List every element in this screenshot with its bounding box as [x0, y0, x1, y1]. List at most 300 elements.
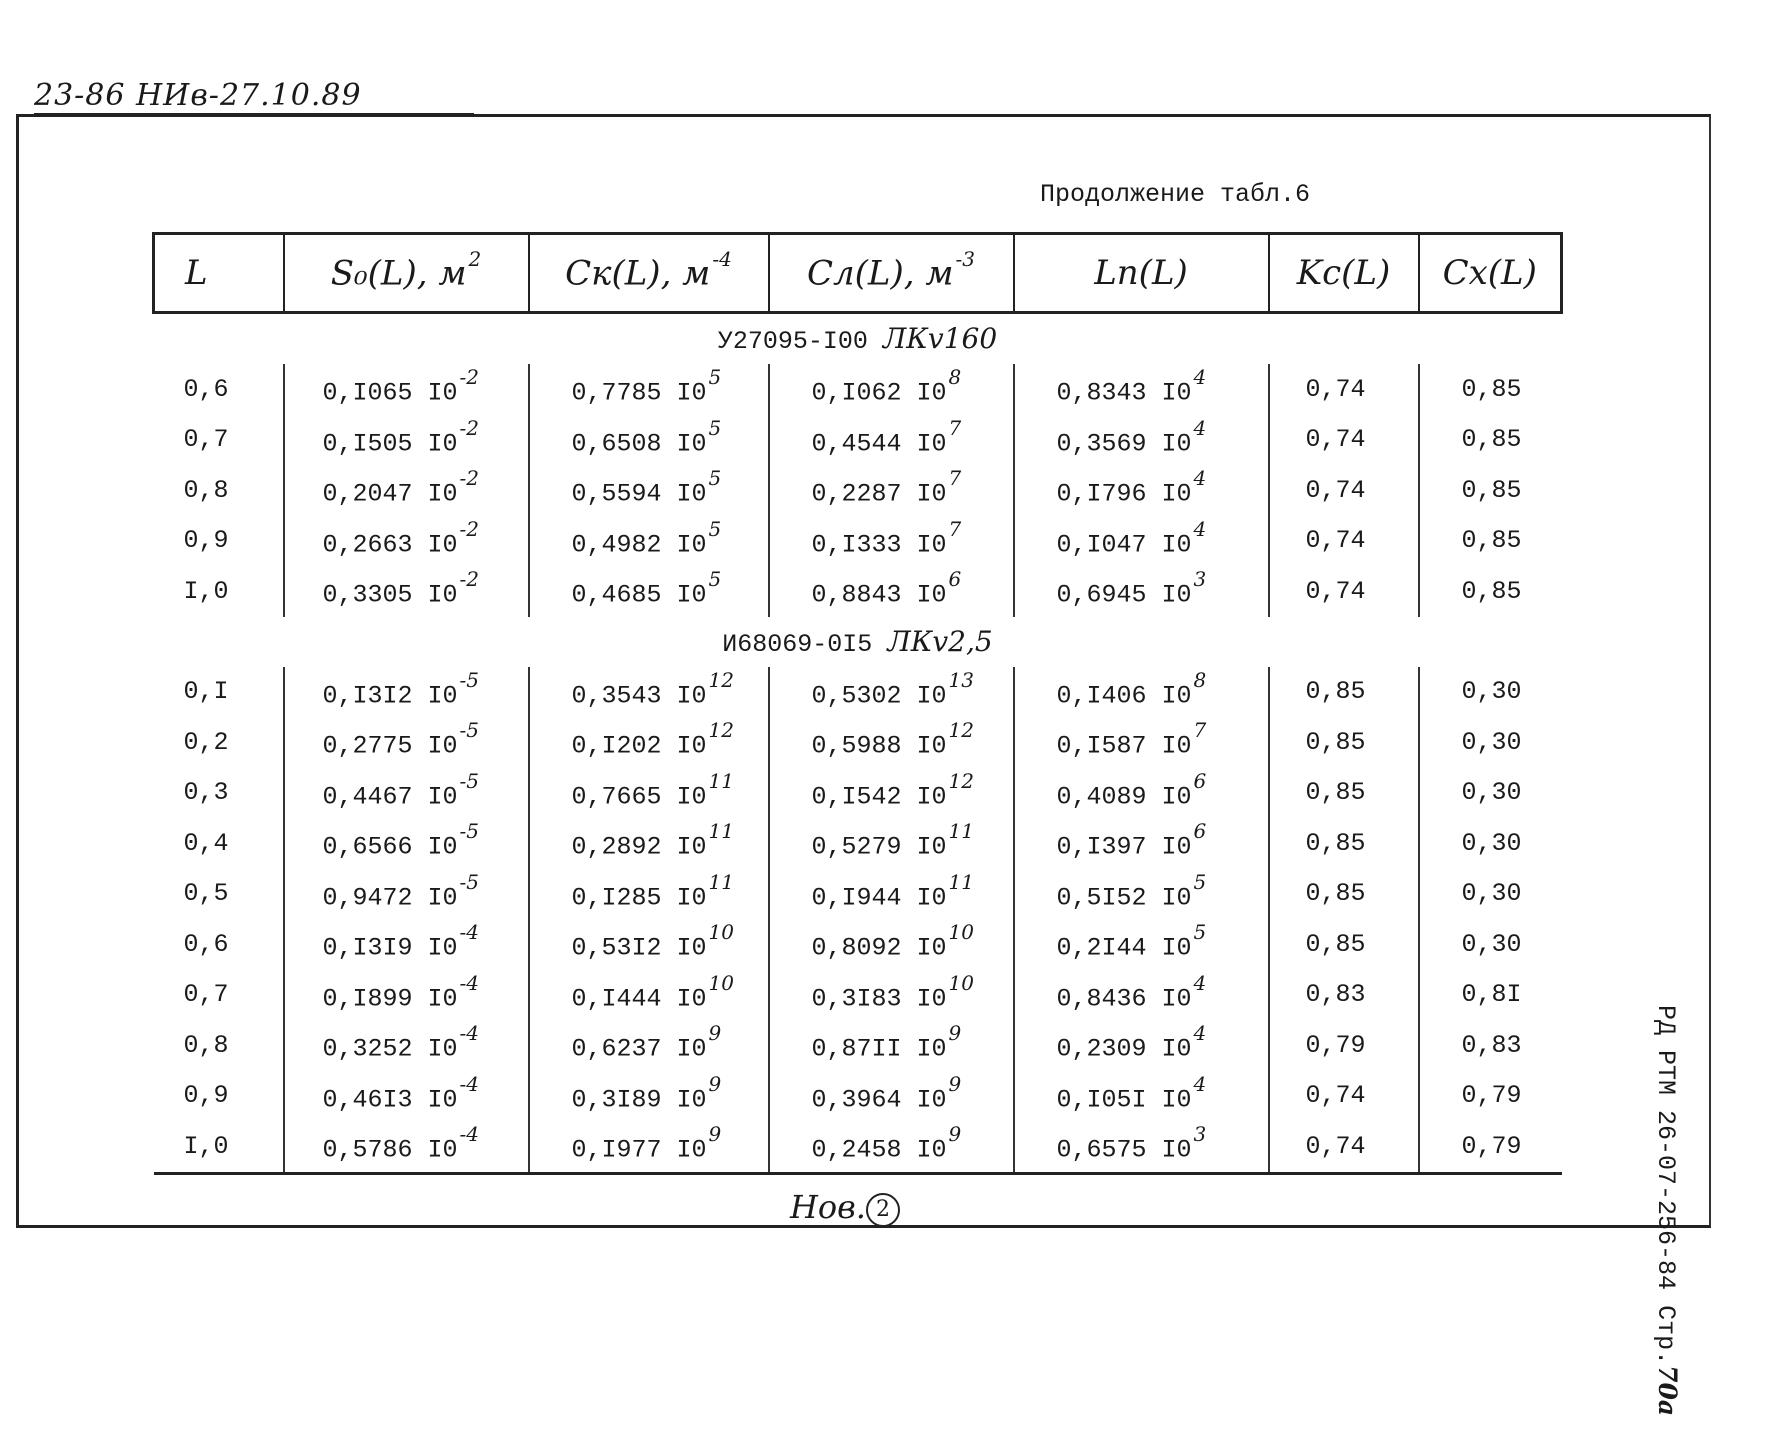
cell-cx-value: 0,30	[1461, 677, 1522, 707]
cell-l	[154, 768, 284, 819]
cell-cx	[1419, 516, 1562, 567]
cell-cl	[769, 869, 1014, 920]
cell-l	[154, 465, 284, 516]
cell-lp	[1014, 1020, 1269, 1071]
cell-s0	[284, 415, 529, 466]
cell-cl	[769, 415, 1014, 466]
cell-s0-value: 0,9472 I0	[322, 882, 458, 912]
cell-lp	[1014, 364, 1269, 415]
column-header-label: Cк(L), м	[565, 253, 711, 294]
cell-cx	[1419, 465, 1562, 516]
cell-kc-value: 0,85	[1305, 879, 1366, 909]
column-header-exponent: -3	[955, 246, 976, 271]
group-header-row	[154, 617, 1562, 667]
cell-cl	[769, 667, 1014, 718]
cell-l-value: 0,7	[183, 980, 229, 1010]
cell-lp	[1014, 919, 1269, 970]
cell-lp-value: 0,I406 I0	[1056, 680, 1192, 710]
cell-kc-value: 0,74	[1305, 1081, 1366, 1111]
cell-l	[154, 869, 284, 920]
cell-kc	[1269, 516, 1419, 567]
cell-l	[154, 919, 284, 970]
cell-s0-exponent: -2	[459, 415, 480, 440]
cell-lp-exponent: 7	[1193, 718, 1207, 743]
cell-kc-value: 0,74	[1305, 475, 1366, 505]
cell-kc	[1269, 1020, 1419, 1071]
cell-ck-value: 0,4982 I0	[571, 529, 707, 559]
cell-ck	[529, 919, 769, 970]
cell-cl	[769, 717, 1014, 768]
cell-kc	[1269, 768, 1419, 819]
cell-ck-value: 0,6508 I0	[571, 428, 707, 458]
cell-cl	[769, 768, 1014, 819]
cell-lp-exponent: 4	[1193, 415, 1207, 440]
cell-s0	[284, 364, 529, 415]
cell-s0-value: 0,46I3 I0	[322, 1084, 458, 1114]
continuation-title: Продолжение табл.6	[1040, 180, 1311, 209]
cell-kc-value: 0,74	[1305, 526, 1366, 556]
cell-l-value: 0,I	[183, 677, 229, 707]
cell-ck	[529, 717, 769, 768]
cell-ck	[529, 1071, 769, 1122]
column-header-label: Cx(L)	[1442, 253, 1537, 293]
cell-s0-exponent: -4	[459, 1071, 480, 1096]
cell-s0-value: 0,I505 I0	[322, 428, 458, 458]
cell-s0-exponent: -5	[459, 768, 480, 793]
cell-cl-value: 0,8092 I0	[811, 933, 947, 963]
cell-ck	[529, 465, 769, 516]
table-row	[154, 1071, 1562, 1122]
group-code: У27095-I00	[717, 327, 868, 356]
cell-kc-value: 0,74	[1305, 425, 1366, 455]
cell-l-value: 0,8	[183, 1030, 229, 1060]
column-header-label: Kc(L)	[1296, 253, 1391, 293]
cell-cl-exponent: 7	[948, 516, 962, 541]
table-body	[154, 313, 1562, 1174]
cell-cl-exponent: 9	[948, 1122, 962, 1147]
cell-s0-value: 0,I065 I0	[322, 378, 458, 408]
cell-lp-value: 0,5I52 I0	[1056, 882, 1192, 912]
column-header-4	[1014, 234, 1269, 313]
table-row	[154, 1121, 1562, 1173]
cell-cl	[769, 970, 1014, 1021]
table-row	[154, 970, 1562, 1021]
cell-ck-value: 0,I444 I0	[571, 983, 707, 1013]
cell-l-value: I,0	[183, 576, 229, 606]
cell-s0	[284, 869, 529, 920]
side-reference-page-label: Стр.	[1651, 1305, 1680, 1366]
cell-kc	[1269, 1121, 1419, 1173]
cell-s0-value: 0,3305 I0	[322, 580, 458, 610]
cell-s0-exponent: -5	[459, 667, 480, 692]
cell-l-value: 0,3	[183, 778, 229, 808]
cell-kc	[1269, 465, 1419, 516]
cell-lp-exponent: 4	[1193, 970, 1207, 995]
cell-l-value: 0,7	[183, 425, 229, 455]
cell-cl-value: 0,I062 I0	[811, 378, 947, 408]
cell-cl-exponent: 7	[948, 415, 962, 440]
side-reference-page-number: 70a	[1653, 1365, 1682, 1417]
side-reference-doc: РД РТМ 26-07-256-84	[1651, 1005, 1680, 1291]
cell-l	[154, 970, 284, 1021]
cell-s0-exponent: -4	[459, 970, 480, 995]
column-header-label: L	[185, 253, 208, 293]
cell-lp-value: 0,I05I I0	[1056, 1084, 1192, 1114]
cell-lp-value: 0,I587 I0	[1056, 731, 1192, 761]
cell-cl-exponent: 12	[948, 718, 974, 743]
revision-number-circle: 2	[866, 1193, 900, 1227]
table-row	[154, 717, 1562, 768]
cell-lp-value: 0,6945 I0	[1056, 580, 1192, 610]
revision-stamp	[790, 1188, 900, 1227]
cell-ck	[529, 566, 769, 617]
cell-ck-value: 0,3543 I0	[571, 680, 707, 710]
cell-cl-exponent: 6	[948, 567, 962, 592]
cell-s0-value: 0,3252 I0	[322, 1034, 458, 1064]
cell-ck-value: 0,I202 I0	[571, 731, 707, 761]
cell-kc-value: 0,74	[1305, 1131, 1366, 1161]
cell-s0	[284, 566, 529, 617]
cell-cl-value: 0,5279 I0	[811, 832, 947, 862]
table-row	[154, 566, 1562, 617]
cell-kc-value: 0,83	[1305, 980, 1366, 1010]
cell-cl-value: 0,87II I0	[811, 1034, 947, 1064]
cell-cl-exponent: 10	[948, 970, 974, 995]
cell-cx	[1419, 1121, 1562, 1173]
cell-cl-value: 0,8843 I0	[811, 580, 947, 610]
cell-ck-exponent: 10	[708, 920, 734, 945]
cell-lp-value: 0,I047 I0	[1056, 529, 1192, 559]
cell-l	[154, 566, 284, 617]
cell-lp-value: 0,3569 I0	[1056, 428, 1192, 458]
cell-s0-exponent: -2	[459, 567, 480, 592]
cell-l-value: 0,2	[183, 727, 229, 757]
cell-s0	[284, 768, 529, 819]
cell-kc	[1269, 970, 1419, 1021]
cell-s0-value: 0,I3I9 I0	[322, 933, 458, 963]
side-reference	[1648, 1005, 1682, 1445]
cell-cl	[769, 818, 1014, 869]
cell-ck-value: 0,3I89 I0	[571, 1084, 707, 1114]
cell-s0	[284, 516, 529, 567]
cell-ck	[529, 768, 769, 819]
cell-lp	[1014, 465, 1269, 516]
cell-s0-exponent: -4	[459, 1122, 480, 1147]
cell-kc	[1269, 415, 1419, 466]
cell-kc-value: 0,85	[1305, 828, 1366, 858]
cell-cx	[1419, 919, 1562, 970]
cell-l	[154, 667, 284, 718]
cell-cl-value: 0,3964 I0	[811, 1084, 947, 1114]
table-row	[154, 667, 1562, 718]
cell-ck-exponent: 12	[708, 667, 734, 692]
table-row	[154, 415, 1562, 466]
cell-cl-exponent: 12	[948, 768, 974, 793]
cell-lp-exponent: 5	[1193, 869, 1207, 894]
cell-s0-exponent: -2	[459, 466, 480, 491]
cell-cl	[769, 1071, 1014, 1122]
cell-ck-exponent: 5	[708, 516, 722, 541]
cell-cl-value: 0,2287 I0	[811, 479, 947, 509]
table-row	[154, 1020, 1562, 1071]
cell-kc	[1269, 364, 1419, 415]
cell-ck-exponent: 9	[708, 1071, 722, 1096]
cell-s0-value: 0,2047 I0	[322, 479, 458, 509]
cell-s0-value: 0,I899 I0	[322, 983, 458, 1013]
cell-l	[154, 364, 284, 415]
data-table	[152, 232, 1563, 1175]
group-header-row	[154, 313, 1562, 365]
column-header-3	[769, 234, 1014, 313]
cell-cx-value: 0,30	[1461, 929, 1522, 959]
cell-s0	[284, 970, 529, 1021]
cell-cl-value: 0,I333 I0	[811, 529, 947, 559]
cell-cx	[1419, 768, 1562, 819]
group-header-cell	[154, 617, 1562, 667]
cell-cx	[1419, 667, 1562, 718]
group-handwritten-label: ЛКv160	[882, 322, 998, 355]
cell-s0	[284, 818, 529, 869]
cell-kc-value: 0,79	[1305, 1030, 1366, 1060]
cell-lp-value: 0,I796 I0	[1056, 479, 1192, 509]
cell-l	[154, 1121, 284, 1173]
cell-s0-exponent: -4	[459, 920, 480, 945]
cell-cx-value: 0,30	[1461, 778, 1522, 808]
cell-cl-exponent: 9	[948, 1071, 962, 1096]
cell-lp-value: 0,6575 I0	[1056, 1135, 1192, 1165]
cell-kc-value: 0,85	[1305, 727, 1366, 757]
cell-lp	[1014, 415, 1269, 466]
cell-ck-exponent: 10	[708, 970, 734, 995]
cell-ck-value: 0,4685 I0	[571, 580, 707, 610]
cell-l	[154, 516, 284, 567]
cell-cx-value: 0,85	[1461, 475, 1522, 505]
cell-l	[154, 1020, 284, 1071]
cell-l	[154, 818, 284, 869]
cell-lp	[1014, 566, 1269, 617]
cell-cx-value: 0,85	[1461, 374, 1522, 404]
cell-lp-value: 0,4089 I0	[1056, 781, 1192, 811]
cell-kc-value: 0,85	[1305, 677, 1366, 707]
cell-ck-exponent: 12	[708, 718, 734, 743]
column-header-label: S₀(L), м	[330, 253, 467, 294]
cell-lp	[1014, 818, 1269, 869]
cell-lp	[1014, 717, 1269, 768]
revision-stamp-text: Нов.	[790, 1188, 866, 1226]
cell-cl-value: 0,5988 I0	[811, 731, 947, 761]
cell-ck-exponent: 5	[708, 365, 722, 390]
cell-ck	[529, 1121, 769, 1173]
cell-lp	[1014, 1121, 1269, 1173]
cell-lp	[1014, 516, 1269, 567]
cell-cl	[769, 919, 1014, 970]
cell-lp	[1014, 970, 1269, 1021]
column-header-6	[1419, 234, 1562, 313]
cell-kc	[1269, 1071, 1419, 1122]
cell-lp-exponent: 8	[1193, 667, 1207, 692]
cell-cx-value: 0,8I	[1461, 980, 1522, 1010]
group-code: И68069-0I5	[722, 629, 873, 659]
column-header-label: Lп(L)	[1094, 253, 1188, 293]
cell-kc	[1269, 919, 1419, 970]
cell-ck-value: 0,I977 I0	[571, 1135, 707, 1165]
cell-l-value: 0,5	[183, 879, 229, 909]
cell-lp-exponent: 6	[1193, 768, 1207, 793]
cell-cx	[1419, 364, 1562, 415]
cell-ck-value: 0,7665 I0	[571, 781, 707, 811]
cell-l-value: 0,8	[183, 475, 229, 505]
cell-lp-exponent: 5	[1193, 920, 1207, 945]
cell-s0-value: 0,4467 I0	[322, 781, 458, 811]
cell-ck	[529, 415, 769, 466]
cell-cl	[769, 516, 1014, 567]
cell-cx-value: 0,83	[1461, 1030, 1522, 1060]
cell-cl	[769, 465, 1014, 516]
cell-lp	[1014, 667, 1269, 718]
cell-cl-exponent: 11	[948, 869, 974, 894]
cell-l-value: 0,9	[183, 1081, 229, 1111]
cell-cx-value: 0,85	[1461, 526, 1522, 556]
cell-lp	[1014, 1071, 1269, 1122]
cell-l-value: 0,4	[183, 828, 229, 858]
column-header-2	[529, 234, 769, 313]
cell-l-value: 0,6	[183, 929, 229, 959]
cell-lp	[1014, 869, 1269, 920]
cell-cx	[1419, 869, 1562, 920]
cell-lp-exponent: 6	[1193, 819, 1207, 844]
cell-s0	[284, 1020, 529, 1071]
cell-cx-value: 0,30	[1461, 727, 1522, 757]
cell-cx-value: 0,30	[1461, 828, 1522, 858]
cell-kc	[1269, 667, 1419, 718]
cell-ck-exponent: 5	[708, 567, 722, 592]
cell-cl-value: 0,I944 I0	[811, 882, 947, 912]
cell-kc	[1269, 717, 1419, 768]
column-header-1	[284, 234, 529, 313]
cell-cl-exponent: 13	[948, 667, 974, 692]
cell-lp-value: 0,2309 I0	[1056, 1034, 1192, 1064]
cell-l-value: 0,6	[183, 374, 229, 404]
cell-s0-exponent: -2	[459, 516, 480, 541]
cell-s0	[284, 667, 529, 718]
cell-l	[154, 415, 284, 466]
cell-lp-exponent: 4	[1193, 466, 1207, 491]
cell-s0-exponent: -5	[459, 819, 480, 844]
cell-kc	[1269, 818, 1419, 869]
cell-ck-value: 0,53I2 I0	[571, 933, 707, 963]
cell-cl-value: 0,4544 I0	[811, 428, 947, 458]
cell-s0	[284, 717, 529, 768]
cell-cl	[769, 1121, 1014, 1173]
cell-kc	[1269, 869, 1419, 920]
group-handwritten-label: ЛКv2,5	[887, 624, 993, 658]
cell-lp	[1014, 768, 1269, 819]
cell-lp-exponent: 4	[1193, 516, 1207, 541]
cell-ck-exponent: 5	[708, 415, 722, 440]
cell-ck	[529, 869, 769, 920]
cell-cx	[1419, 1020, 1562, 1071]
table-row	[154, 516, 1562, 567]
cell-cx	[1419, 970, 1562, 1021]
cell-cx	[1419, 717, 1562, 768]
cell-s0-value: 0,6566 I0	[322, 832, 458, 862]
cell-cl	[769, 566, 1014, 617]
cell-ck-exponent: 9	[708, 1021, 722, 1046]
column-header-5	[1269, 234, 1419, 313]
cell-cl-value: 0,2458 I0	[811, 1135, 947, 1165]
cell-lp-exponent: 4	[1193, 365, 1207, 390]
cell-s0-exponent: -2	[459, 365, 480, 390]
cell-kc-value: 0,74	[1305, 374, 1366, 404]
table-row	[154, 768, 1562, 819]
cell-s0	[284, 465, 529, 516]
cell-cx-value: 0,85	[1461, 576, 1522, 606]
cell-cl-value: 0,I542 I0	[811, 781, 947, 811]
table-row	[154, 869, 1562, 920]
cell-s0-exponent: -4	[459, 1021, 480, 1046]
cell-lp-value: 0,I397 I0	[1056, 832, 1192, 862]
column-header-0	[154, 234, 284, 313]
column-header-exponent: -4	[712, 246, 732, 271]
cell-cl-value: 0,5302 I0	[811, 680, 947, 710]
cell-lp-exponent: 3	[1193, 567, 1207, 592]
cell-cx-value: 0,30	[1461, 879, 1522, 909]
cell-cl-exponent: 11	[948, 819, 974, 844]
cell-lp-value: 0,8343 I0	[1056, 378, 1192, 408]
cell-l	[154, 1071, 284, 1122]
cell-ck	[529, 818, 769, 869]
cell-cx	[1419, 415, 1562, 466]
cell-ck	[529, 1020, 769, 1071]
table-row	[154, 465, 1562, 516]
cell-ck-exponent: 11	[708, 869, 734, 894]
handwritten-note: 23-86 НИв-27.10.89	[34, 78, 474, 115]
cell-cl-exponent: 8	[948, 365, 962, 390]
cell-kc-value: 0,85	[1305, 778, 1366, 808]
cell-cx	[1419, 566, 1562, 617]
cell-cx-value: 0,79	[1461, 1081, 1522, 1111]
cell-l-value: I,0	[183, 1131, 229, 1161]
cell-ck-exponent: 11	[708, 819, 734, 844]
cell-l-value: 0,9	[183, 526, 229, 556]
cell-ck-value: 0,2892 I0	[571, 832, 707, 862]
cell-cl-exponent: 9	[948, 1021, 962, 1046]
cell-kc-value: 0,74	[1305, 576, 1366, 606]
cell-cx	[1419, 1071, 1562, 1122]
cell-lp-exponent: 3	[1193, 1122, 1207, 1147]
cell-s0-exponent: -5	[459, 718, 480, 743]
table-row	[154, 364, 1562, 415]
cell-s0	[284, 919, 529, 970]
cell-ck-value: 0,5594 I0	[571, 479, 707, 509]
column-header-exponent: 2	[468, 246, 482, 271]
cell-ck-value: 0,I285 I0	[571, 882, 707, 912]
cell-cl	[769, 364, 1014, 415]
cell-cl	[769, 1020, 1014, 1071]
cell-lp-exponent: 4	[1193, 1071, 1207, 1096]
cell-ck-exponent: 5	[708, 466, 722, 491]
cell-kc-value: 0,85	[1305, 929, 1366, 959]
cell-cx-value: 0,79	[1461, 1131, 1522, 1161]
cell-cx	[1419, 818, 1562, 869]
table-row	[154, 919, 1562, 970]
column-header-label: Cл(L), м	[806, 253, 954, 294]
cell-s0-value: 0,2775 I0	[322, 731, 458, 761]
cell-ck	[529, 516, 769, 567]
cell-cl-exponent: 10	[948, 920, 974, 945]
cell-kc	[1269, 566, 1419, 617]
cell-lp-value: 0,8436 I0	[1056, 983, 1192, 1013]
